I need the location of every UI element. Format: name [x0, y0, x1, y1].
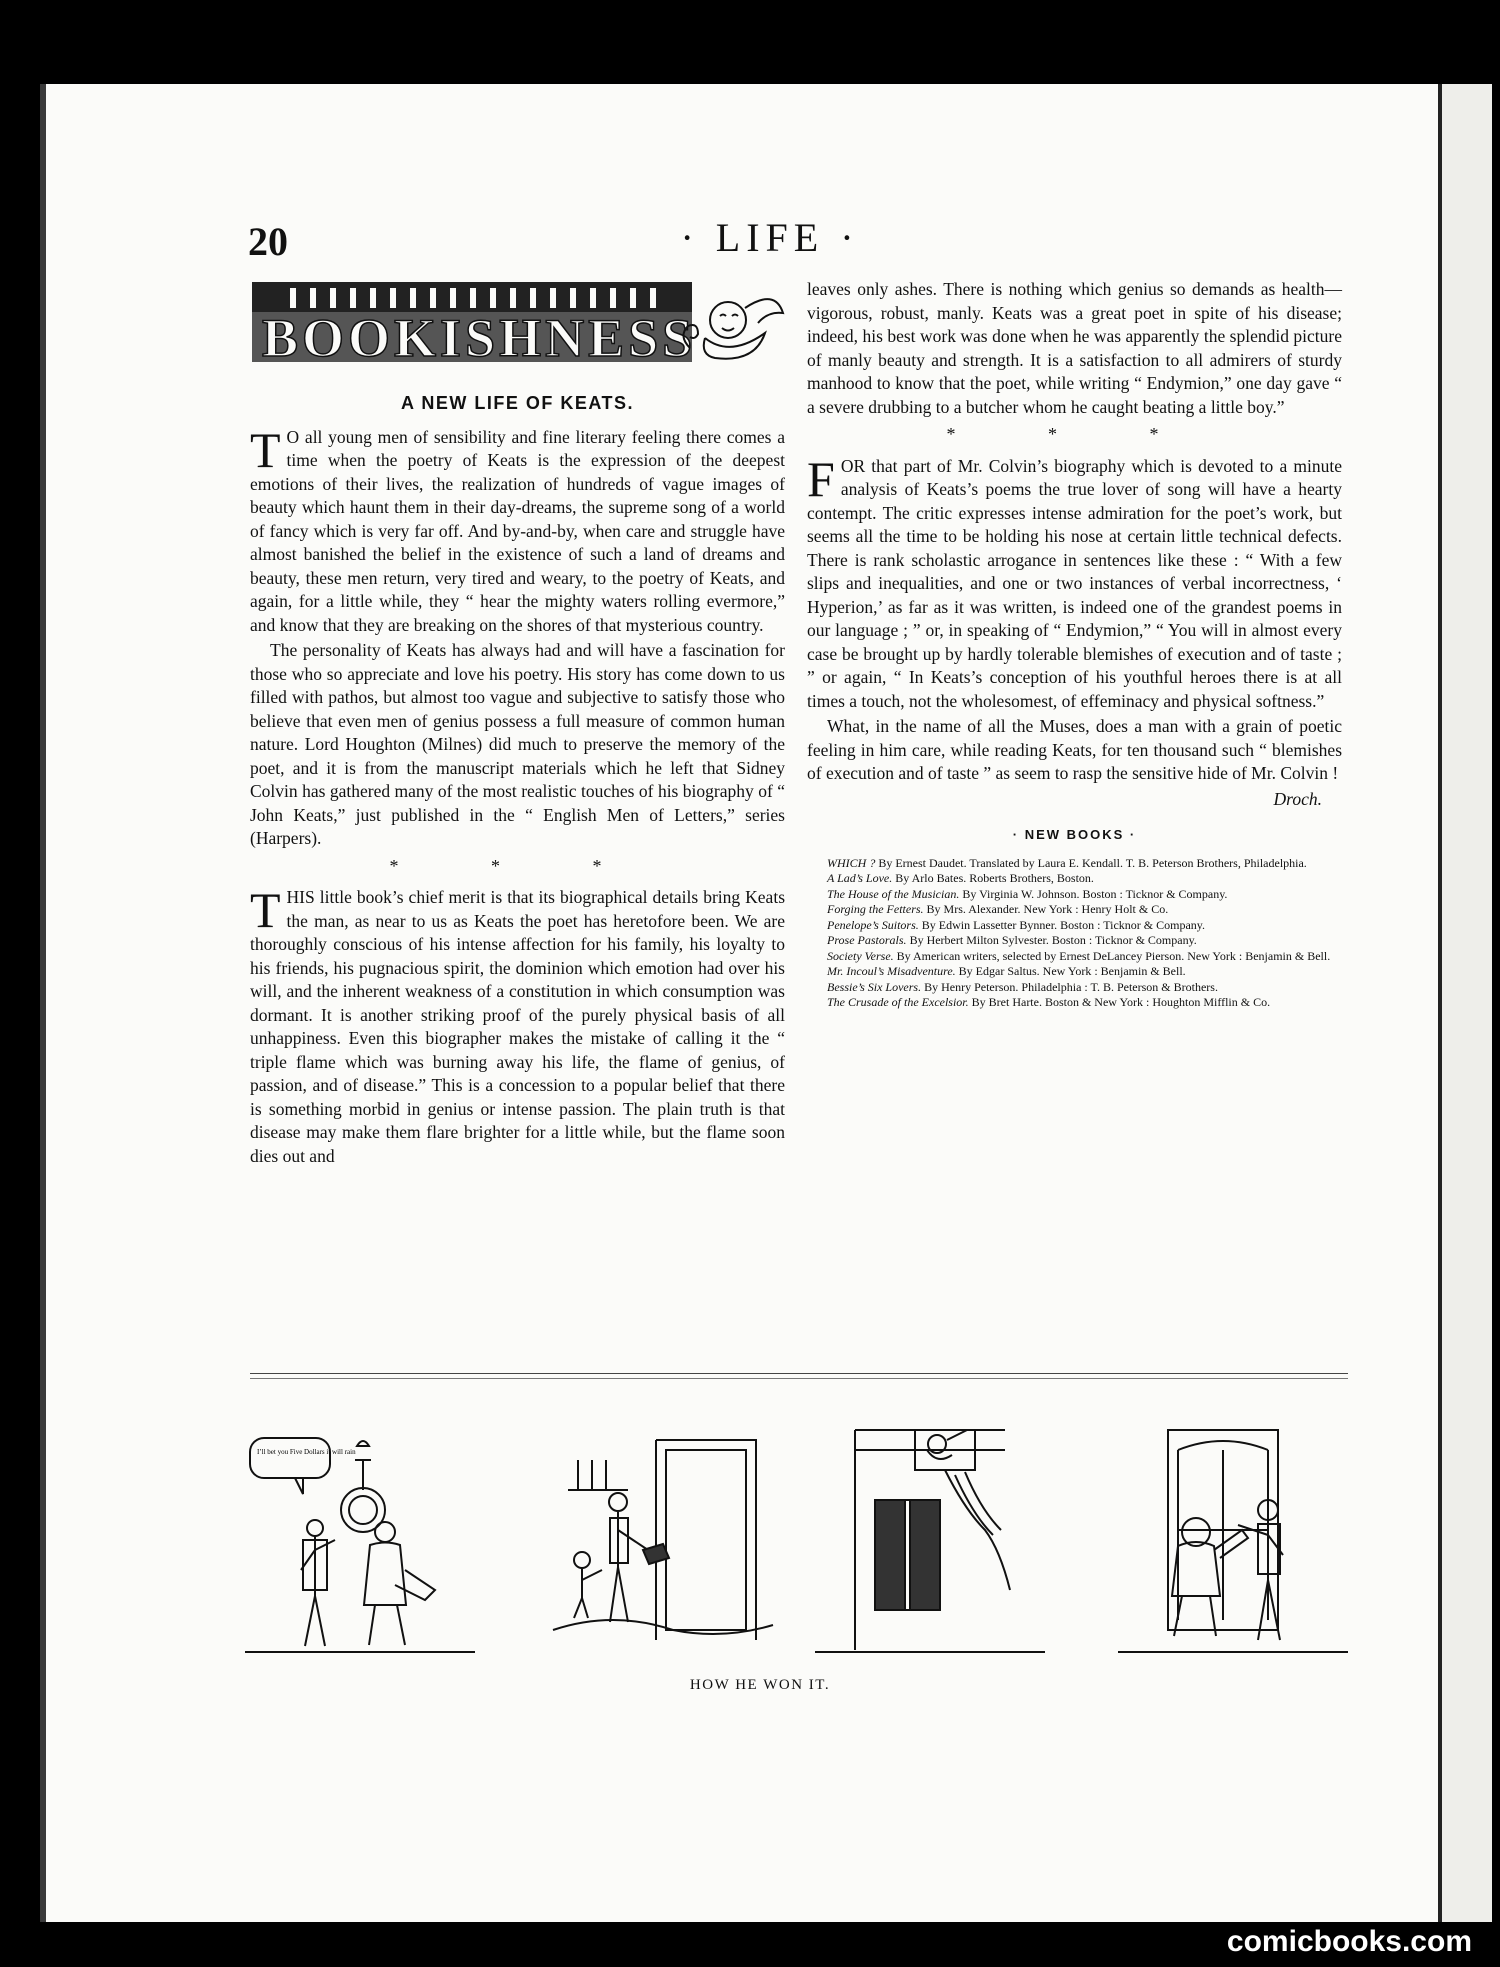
next-page-edge: [1438, 84, 1492, 1922]
running-head: · LIFE ·: [680, 215, 860, 260]
book-details: By Virginia W. Johnson. Boston : Ticknor & Company.: [959, 886, 1228, 901]
divider-rule: [250, 1378, 1348, 1379]
book-entry: [807, 872, 1342, 886]
cartoon-panel-1: [245, 1420, 475, 1660]
book-title: A Lad’s Love.: [827, 871, 893, 885]
site-watermark: comicbooks.com: [1226, 1925, 1472, 1958]
book-entry: [807, 919, 1342, 933]
paragraph-text: HIS little book’s chief merit is that its biographical details bring Keats the man, as near to us as Keats the poet has heretofore been. We are thoroughly conscious of his intense affection for his family, his loyalty to his friends, his pugnacious spirit, the dominion which emotion had over his will, and the inherent weakness of a constitution in which consumption was dormant. It is another striking proof of the purely physical basis of all unhappiness. Even this biographer makes the mistake of calling it the “ triple flame which was burning away his life, the flame of genius, of passion, and of disease.” This is a concession to a popular belief that there is something morbid in genius or intense passion. The plain truth is that disease may make them flare brighter for a little while, but the flame soon dies out and: [250, 887, 785, 1166]
paragraph-text: O all young men of sensibility and fine literary feeling there comes a time when the poetry of Keats is the expression of the deepest emotions of their lives, the realization of hundreds of vague images of beauty which haunt them in their day-dreams, the supreme song of a world of fancy which is very far off. And by-and-by, when care and struggle have almost banished the belief in the existence of such a land of dreams and beauty, these men return, very tired and weary, to the poetry of Keats, and again, for a little while, they “ hear the mighty waters rolling evermore,” and know that they are breaking on the shores of that mysterious country.: [250, 426, 785, 635]
article-title: A NEW LIFE OF KEATS.: [401, 393, 634, 413]
book-title: The House of the Musician.: [827, 886, 960, 901]
page-number: 20: [248, 219, 288, 264]
book-details: By Edgar Saltus. New York : Benjamin & Bell.: [955, 964, 1186, 978]
paragraph-6: What, in the name of all the Muses, does a man with a grain of poetic feeling in him care, while reading Keats, for ten thousand such “ blemishes of execution and of taste ” as seem to rasp the sensitive hide of Mr. Colvin !: [807, 716, 1342, 783]
book-details: By Arlo Bates. Roberts Brothers, Boston.: [892, 871, 1094, 885]
book-title: Society Verse.: [827, 948, 894, 963]
speech-balloon-text: I’ll bet you Five Dollars it will rain: [257, 1448, 356, 1456]
book-details: By Mrs. Alexander. New York : Henry Holt & Co.: [923, 902, 1169, 916]
book-entry: [807, 857, 1342, 871]
cartoon-panel-4: [1118, 1420, 1348, 1660]
cherub-icon: [683, 299, 783, 359]
book-title: WHICH ?: [827, 855, 876, 870]
book-details: By Bret Harte. Boston & New York : Houghton Mifflin & Co.: [968, 995, 1271, 1009]
book-entry: [807, 981, 1342, 995]
paragraph-2: The personality of Keats has always had and will have a fascination for those who so appreciate and love his poetry. His story has come down to us filled with pathos, but almost too vague and subjective to satisfy those who believe that even men of genius possess a full measure of common human nature. Lord Houghton (Milnes) did much to preserve the memory of the poet, and it is from the manuscript materials which he left that Sidney Colvin has gathered many of the most realistic touches of his biography of “ John Keats,” just published in the “ English Men of Letters,” series (Harpers).: [250, 640, 785, 848]
left-column: [250, 278, 785, 1170]
drop-cap: T: [250, 421, 281, 478]
book-title: Prose Pastorals.: [827, 933, 907, 947]
drop-cap: F: [807, 450, 835, 507]
paragraph-4: leaves only ashes. There is nothing which genius so demands as health—vigorous, robust, manly. Keats was a great poet in spite of his disease; indeed, his best work was done when he was apparently the splendid picture of manly beauty and strength. It is a satisfaction to all admirers of sturdy manhood to know that the poet, while writing “ Endymion,” one day gave “ a severe drubbing to a butcher whom he caught beating a little boy.”: [807, 279, 1342, 417]
banner-text: BOOKISHNESS: [262, 308, 697, 368]
paragraph-3: [250, 882, 785, 1168]
cartoon-panel-2: [548, 1420, 778, 1660]
book-title: Forging the Fetters.: [827, 902, 924, 916]
book-entry: [807, 903, 1342, 917]
book-entry: [807, 996, 1342, 1010]
divider-rule: [250, 1373, 1348, 1374]
bookishness-banner: [250, 278, 785, 382]
paragraph-1: [250, 421, 785, 638]
book-title: The Crusade of the Excelsior.: [827, 995, 969, 1009]
book-entry: [807, 934, 1342, 948]
cartoon-caption: HOW HE WON IT.: [689, 1677, 831, 1693]
book-title: Mr. Incoul’s Misadventure.: [827, 964, 956, 978]
book-title: Bessie’s Six Lovers.: [827, 979, 922, 994]
right-column: [807, 278, 1342, 1012]
new-books-list: [807, 857, 1342, 1010]
book-entry: [807, 965, 1342, 979]
cartoon-panel-3: [815, 1420, 1045, 1660]
book-details: By Herbert Milton Sylvester. Boston : Ticknor & Company.: [906, 933, 1197, 947]
book-entry: [807, 888, 1342, 902]
new-books-heading: · NEW BOOKS ·: [1012, 827, 1137, 842]
section-break-stars: * * *: [389, 855, 646, 876]
book-details: By American writers, selected by Ernest DeLancey Pierson. New York : Benjamin & Bell.: [893, 948, 1331, 963]
book-details: By Edwin Lassetter Bynner. Boston : Ticknor & Company.: [918, 917, 1205, 932]
book-details: By Henry Peterson. Philadelphia : T. B. Peterson & Brothers.: [921, 979, 1218, 994]
book-entry: [807, 950, 1342, 964]
book-title: Penelope’s Suitors.: [827, 917, 919, 932]
drop-cap: T: [250, 882, 281, 938]
paragraph-text: OR that part of Mr. Colvin’s biography which is devoted to a minute analysis of Keats’s poems the true lover of song will have a hearty contempt. The critic expresses intense admiration for the poet’s work, but seems all the time to be holding his nose at certain little technical defects. There is rank scholastic arrogance in sentences like these : “ With a few slips and inequalities, and one or two instances of verbal incorrectness, ‘ Hyperion,’ as far as it was written, is indeed one of the grandest poems in our language ; ” or, in speaking of “ Endymion,” “ You will in almost every case be brought up by hardly tolerable blemishes of execution and of taste ; ” or again, “ In Keats’s conception of his youthful heroes there is at all times a touch, not the wholesomest, of effeminacy and physical softness.”: [807, 455, 1342, 711]
author-signature: Droch.: [1273, 788, 1322, 809]
paragraph-5: [807, 450, 1342, 714]
book-details: By Ernest Daudet. Translated by Laura E. Kendall. T. B. Peterson Brothers, Philadelphia.: [875, 855, 1307, 870]
section-break-stars: * * *: [946, 424, 1203, 444]
